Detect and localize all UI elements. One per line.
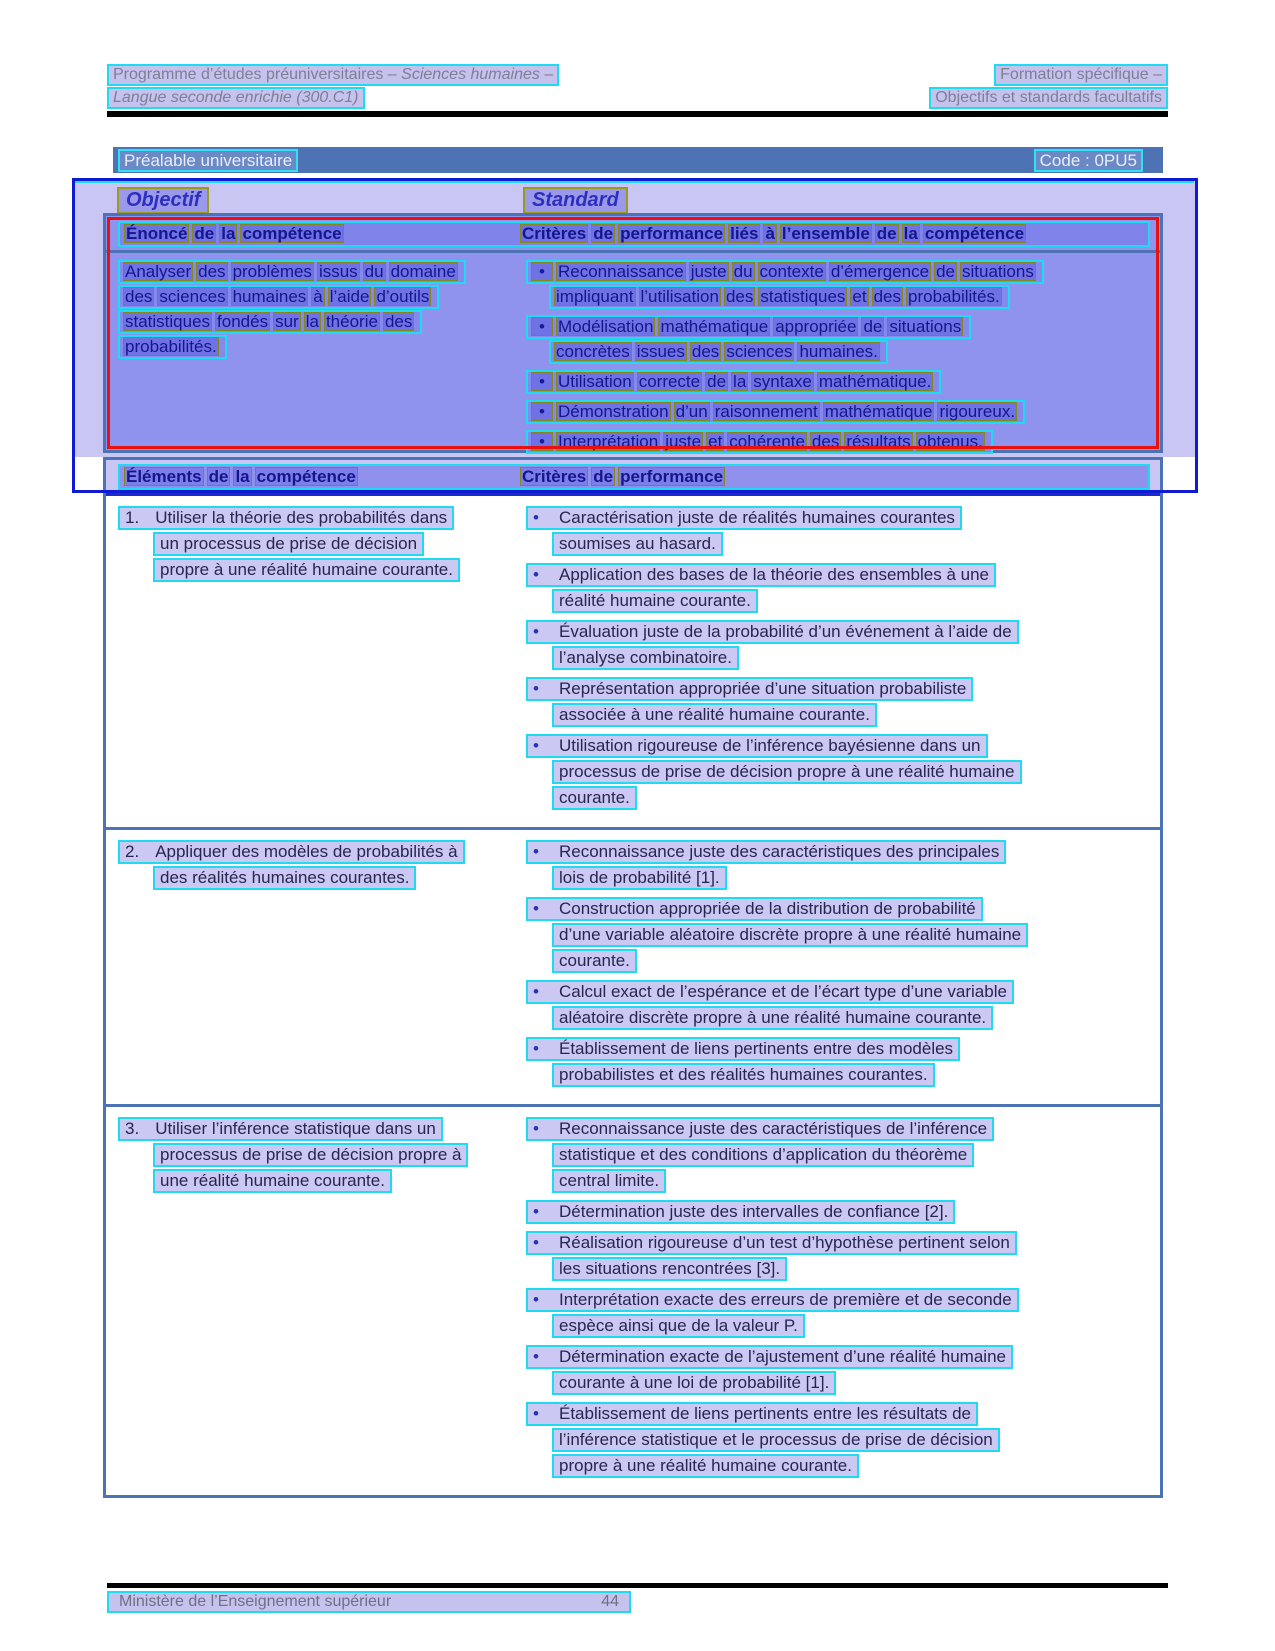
element-line — [153, 866, 416, 890]
bullet-icon: • — [533, 899, 539, 918]
element-line — [118, 840, 465, 864]
criterion-line — [552, 1454, 859, 1478]
page-header-line2 — [107, 87, 1168, 109]
line-text: courante. — [559, 951, 630, 970]
line-text: Calcul exact de l’espérance et de l’écart type d’une variable — [559, 982, 1007, 1001]
line-text: Application des bases de la théorie des ensembles à une — [559, 565, 990, 584]
word-box: contexte — [759, 262, 824, 281]
word-box: sur — [275, 312, 299, 331]
bullet-icon: • — [531, 317, 553, 336]
word-box: syntaxe — [753, 372, 812, 391]
enonce-criteria-list — [526, 260, 1152, 460]
word-box: juste — [690, 262, 727, 281]
word-box: d’émergence — [830, 262, 930, 281]
criterion-line — [552, 760, 1022, 784]
elements-header-bar — [106, 460, 1160, 496]
bullet-icon: • — [533, 1233, 539, 1252]
enonce-col2-header — [520, 224, 1144, 244]
word-box: du — [733, 262, 753, 281]
line-text: l’inférence statistique et le processus de prise de décision — [559, 1430, 993, 1449]
criterion-item — [526, 897, 1152, 973]
elements-table — [103, 457, 1163, 1498]
criterion-line — [552, 866, 727, 890]
line-text: processus de prise de décision propre à — [160, 1145, 462, 1164]
elements-header-row — [118, 464, 1150, 490]
line-text: espèce ainsi que de la valeur P. — [559, 1316, 798, 1335]
footer-ministry: Ministère de l’Enseignement supérieur — [119, 1593, 392, 1610]
footer-divider-rule — [107, 1583, 1168, 1588]
word-box: fondés — [217, 312, 269, 331]
word-box: et — [708, 432, 723, 451]
line-text: l’analyse combinatoire. — [559, 648, 732, 667]
bullet-icon: • — [533, 1119, 539, 1138]
criterion-line — [526, 563, 996, 587]
word-box: cohérente — [729, 432, 805, 451]
criterion-line — [552, 1314, 805, 1338]
bullet-icon: • — [533, 1202, 539, 1221]
word-box: juste — [665, 432, 702, 451]
line-text: Reconnaissance juste des caractéristiques des principales — [559, 842, 1000, 861]
criterion-item — [526, 980, 1152, 1030]
word-box: Critères — [522, 467, 587, 486]
word-box: résultats — [846, 432, 911, 451]
word-box: rigoureux. — [939, 402, 1016, 421]
header-left-line1: Programme d’études préuniversitaires – Sciences humaines – — [107, 64, 559, 86]
criterion-item — [526, 677, 1152, 727]
word-box: l’aide — [329, 287, 370, 306]
word-box: de — [707, 372, 727, 391]
criterion-line — [526, 506, 962, 530]
word-box: mathématique — [824, 402, 933, 421]
criterion-line — [526, 1288, 1019, 1312]
line-text: un processus de prise de décision — [160, 534, 418, 553]
criterion-line — [526, 620, 1019, 644]
word-box: la — [221, 224, 236, 243]
criterion-line — [552, 786, 637, 810]
line-text: Détermination exacte de l’ajustement d’une réalité humaine — [559, 1347, 1006, 1366]
word-box: Utilisation — [558, 372, 632, 391]
criterion-item — [526, 506, 1152, 556]
criterion-line — [526, 400, 1025, 424]
criterion-line — [526, 430, 993, 454]
page-header-line1 — [107, 64, 1168, 86]
criterion-line — [526, 370, 941, 394]
word-box: des — [384, 312, 413, 331]
word-box: concrètes — [556, 342, 630, 361]
criterion-line — [552, 646, 739, 670]
line-text: central limite. — [559, 1171, 660, 1190]
bullet-icon: • — [533, 679, 539, 698]
word-box: de — [863, 317, 883, 336]
word-box: situations — [962, 262, 1034, 281]
line-text: courante à une loi de probabilité [1]. — [559, 1373, 830, 1392]
word-box: l’ensemble — [781, 224, 870, 243]
item-number: 3. — [125, 1119, 140, 1138]
criterion-line — [526, 260, 1044, 284]
criterion-line — [552, 589, 758, 613]
word-box: de — [936, 262, 956, 281]
header-right-line2: Objectifs et standards facultatifs — [929, 87, 1168, 109]
bullet-icon: • — [533, 842, 539, 861]
criterion-item — [526, 1200, 1152, 1224]
bullet-icon: • — [533, 1347, 539, 1366]
word-box: Interprétation — [558, 432, 659, 451]
word-box: d’outils — [376, 287, 430, 306]
line-text: probabilistes et des réalités humaines courantes. — [559, 1065, 928, 1084]
criterion-line — [526, 980, 1014, 1004]
word-box: probabilités. — [125, 337, 217, 356]
element-line — [153, 1169, 392, 1193]
bullet-icon: • — [531, 372, 553, 391]
line-text: Détermination juste des intervalles de confiance [2]. — [559, 1202, 949, 1221]
bullet-icon: • — [533, 622, 539, 641]
word-box: problèmes — [232, 262, 312, 281]
criterion-line — [552, 1143, 974, 1167]
bullet-icon: • — [531, 432, 553, 451]
footer-page-number: 44 — [601, 1593, 619, 1610]
word-box: correcte — [638, 372, 701, 391]
word-box: issues — [636, 342, 685, 361]
bullet-icon: • — [533, 982, 539, 1001]
objectif-row-highlight-line — [74, 181, 1194, 183]
element-line — [153, 1143, 468, 1167]
line-text: aléatoire discrète propre à une réalité humaine courante. — [559, 1008, 987, 1027]
header-divider-rule — [107, 111, 1168, 117]
criterion-item — [526, 620, 1152, 670]
word-box: Reconnaissance — [558, 262, 684, 281]
criterion-line — [526, 1117, 994, 1141]
criteria-cell — [526, 506, 1152, 817]
word-box: des — [811, 432, 840, 451]
word-box: de — [593, 467, 614, 486]
criterion-line — [552, 1428, 1000, 1452]
item-number: 2. — [125, 842, 140, 861]
statement-line — [118, 335, 227, 359]
line-text: statistique et des conditions d’application du théorème — [559, 1145, 968, 1164]
line-text: Évaluation juste de la probabilité d’un événement à l’aide de — [559, 622, 1012, 641]
word-box: à — [313, 287, 323, 306]
criteria-cell — [526, 1117, 1152, 1485]
word-box: sciences — [726, 342, 793, 361]
criterion-line — [526, 1402, 978, 1426]
line-text: les situations rencontrées [3]. — [559, 1259, 781, 1278]
criterion-line — [549, 340, 888, 364]
line-text: des réalités humaines courantes. — [160, 868, 410, 887]
word-box: situations — [889, 317, 962, 336]
bullet-icon: • — [533, 1290, 539, 1309]
line-text: Construction appropriée de la distribution de probabilité — [559, 899, 976, 918]
word-box: Critères — [522, 224, 587, 243]
line-text: soumises au hasard. — [559, 534, 716, 553]
word-box: domaine — [390, 262, 456, 281]
criterion-line — [552, 1371, 836, 1395]
element-cell — [118, 840, 514, 1094]
criterion-line — [552, 949, 637, 973]
word-box: probabilités. — [908, 287, 1000, 306]
criterion-line — [552, 923, 1028, 947]
elements-col2-header — [520, 467, 1144, 487]
word-box: liés — [730, 224, 759, 243]
word-box: Énoncé — [126, 224, 188, 243]
word-box: humaines — [232, 287, 307, 306]
word-box: humaines. — [799, 342, 878, 361]
line-text: d’une variable aléatoire discrète propre à une réalité humaine — [559, 925, 1022, 944]
header-right-line1: Formation spécifique – — [994, 64, 1168, 86]
statement-line — [118, 310, 422, 334]
statement-line — [118, 260, 466, 284]
line-text: réalité humaine courante. — [559, 591, 751, 610]
standard-heading: Standard — [523, 187, 628, 214]
word-box: impliquant — [556, 287, 634, 306]
criterion-item — [526, 840, 1152, 890]
criterion-item — [526, 1037, 1152, 1087]
line-text: Appliquer des modèles de probabilités à — [155, 842, 458, 861]
word-box: la — [305, 312, 319, 331]
criterion-item — [526, 315, 1152, 364]
line-text: Établissement de liens pertinents entre les résultats de — [559, 1404, 972, 1423]
element-line — [118, 1117, 443, 1141]
word-box: à — [765, 224, 775, 243]
criterion-line — [526, 897, 983, 921]
line-text: courante. — [559, 788, 630, 807]
word-box: statistiques — [760, 287, 846, 306]
bullet-icon: • — [533, 1039, 539, 1058]
criterion-item — [526, 400, 1152, 424]
bullet-icon: • — [533, 736, 539, 755]
word-box: la — [235, 467, 250, 486]
criterion-line — [526, 1231, 1017, 1255]
bullet-icon: • — [533, 565, 539, 584]
word-box: de — [876, 224, 897, 243]
item-number: 1. — [125, 508, 140, 527]
line-text: Utiliser l’inférence statistique dans un — [155, 1119, 436, 1138]
enonce-col1-header — [124, 224, 520, 244]
line-text: Reconnaissance juste des caractéristiques de l’inférence — [559, 1119, 988, 1138]
word-box: du — [364, 262, 384, 281]
line-text: propre à une réalité humaine courante. — [559, 1456, 852, 1475]
word-box: compétence — [256, 467, 356, 486]
line-text: Utilisation rigoureuse de l’inférence bayésienne dans un — [559, 736, 981, 755]
enonce-header-row — [118, 221, 1150, 247]
criterion-item — [526, 1288, 1152, 1338]
word-box: raisonnement — [714, 402, 818, 421]
criterion-line — [549, 285, 1010, 309]
criterion-line — [526, 1037, 960, 1061]
line-text: Interprétation exacte des erreurs de première et de seconde — [559, 1290, 1012, 1309]
word-box: appropriée — [775, 317, 857, 336]
criterion-line — [526, 1200, 955, 1224]
element-cell — [118, 1117, 514, 1485]
criterion-line — [552, 1169, 666, 1193]
word-box: issus — [318, 262, 358, 281]
element-row — [106, 496, 1160, 827]
word-box: de — [208, 467, 229, 486]
criterion-item — [526, 1402, 1152, 1478]
element-row — [106, 1104, 1160, 1495]
criterion-item — [526, 430, 1152, 454]
page-footer — [107, 1591, 631, 1613]
line-text: Utiliser la théorie des probabilités dans — [155, 508, 448, 527]
line-text: Réalisation rigoureuse d’un test d’hypothèse pertinent selon — [559, 1233, 1010, 1252]
criterion-line — [526, 315, 971, 339]
word-box: statistiques — [125, 312, 211, 331]
word-box: des — [691, 342, 720, 361]
line-text: processus de prise de décision propre à une réalité humaine — [559, 762, 1015, 781]
title-bar — [113, 147, 1163, 173]
element-line — [118, 506, 454, 530]
word-box: et — [852, 287, 867, 306]
criterion-item — [526, 1231, 1152, 1281]
word-box: Analyser — [125, 262, 192, 281]
word-box: Éléments — [126, 467, 202, 486]
line-text: Représentation appropriée d’une situation probabiliste — [559, 679, 967, 698]
bullet-icon: • — [533, 1404, 539, 1423]
criterion-line — [552, 1063, 935, 1087]
word-box: des — [125, 287, 153, 306]
line-text: associée à une réalité humaine courante. — [559, 705, 870, 724]
criterion-line — [526, 734, 988, 758]
word-box: de — [593, 224, 614, 243]
title-bar-label: Préalable universitaire — [118, 149, 298, 172]
word-box: mathématique — [660, 317, 769, 336]
header-left-line2: Langue seconde enrichie (300.C1) — [107, 87, 365, 109]
line-text: propre à une réalité humaine courante. — [160, 560, 453, 579]
statement-line — [118, 285, 439, 309]
elements-col1-header — [124, 467, 520, 487]
word-box: Modélisation — [558, 317, 654, 336]
word-box: d’un — [675, 402, 708, 421]
criterion-item — [526, 734, 1152, 810]
word-box: Démonstration — [558, 402, 669, 421]
word-box: théorie — [325, 312, 378, 331]
word-box: l’utilisation — [640, 287, 719, 306]
element-line — [153, 558, 460, 582]
criterion-line — [526, 677, 973, 701]
element-row — [106, 827, 1160, 1104]
word-box: performance — [620, 224, 724, 243]
bullet-icon: • — [531, 262, 553, 281]
element-line — [153, 532, 424, 556]
element-cell — [118, 506, 514, 817]
word-box: de — [194, 224, 215, 243]
word-box: la — [733, 372, 747, 391]
criterion-line — [552, 532, 723, 556]
title-bar-code: Code : 0PU5 — [1034, 149, 1143, 172]
header-italic-program: Sciences humaines — [401, 66, 540, 83]
enonce-table — [103, 213, 1163, 453]
criterion-item — [526, 563, 1152, 613]
criterion-line — [526, 840, 1006, 864]
word-box: performance — [620, 467, 724, 486]
objectif-heading: Objectif — [117, 187, 209, 214]
enonce-body — [106, 253, 1160, 460]
criterion-item — [526, 260, 1152, 309]
criterion-item — [526, 370, 1152, 394]
line-text: lois de probabilité [1]. — [559, 868, 720, 887]
criteria-cell — [526, 840, 1152, 1094]
bullet-icon: • — [533, 508, 539, 527]
word-box: des — [198, 262, 226, 281]
word-box: la — [903, 224, 918, 243]
word-box: mathématique. — [818, 372, 932, 391]
line-text: Caractérisation juste de réalités humaines courantes — [559, 508, 955, 527]
criterion-line — [552, 703, 877, 727]
criterion-item — [526, 1117, 1152, 1193]
word-box: compétence — [924, 224, 1025, 243]
word-box: obtenus. — [917, 432, 983, 451]
criterion-line — [552, 1257, 787, 1281]
elements-table-body — [106, 496, 1160, 1495]
word-box: des — [725, 287, 754, 306]
criterion-line — [526, 1345, 1013, 1369]
competence-statement — [118, 260, 514, 460]
bullet-icon: • — [531, 402, 553, 421]
criterion-item — [526, 1345, 1152, 1395]
line-text: Établissement de liens pertinents entre des modèles — [559, 1039, 954, 1058]
word-box: sciences — [159, 287, 226, 306]
criterion-line — [552, 1006, 993, 1030]
word-box: des — [873, 287, 902, 306]
word-box: compétence — [242, 224, 342, 243]
line-text: une réalité humaine courante. — [160, 1171, 385, 1190]
